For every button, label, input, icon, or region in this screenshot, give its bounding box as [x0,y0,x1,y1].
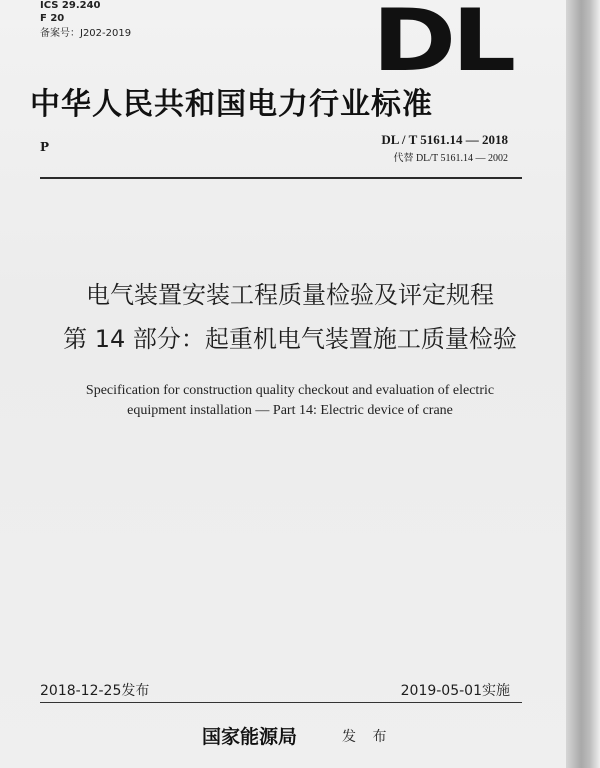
footer-divider [40,702,522,703]
dl-logo: DL [372,0,512,91]
filing-number: 备案号：J202-2019 [40,28,132,39]
document-title-line-1: 电气装置安装工程质量检验及评定规程 [86,281,494,309]
ics-code: ICS 29.240 [40,0,101,11]
issuing-authority: 国家能源局 [202,726,298,748]
classification-mark: P [40,140,50,154]
ccs-code: F 20 [40,13,65,24]
header-divider [40,177,522,179]
page-edge-shadow [566,0,600,768]
issue-date: 2018-12-25发布 [40,683,150,699]
document-title-line-2: 第 14 部分：起重机电气装置施工质量检验 [63,325,517,353]
standard-type-heading: 中华人民共和国电力行业标准 [30,87,433,122]
replaces-note: 代替 DL/T 5161.14 — 2002 [393,153,508,164]
publish-label: 发 布 [342,729,393,745]
english-title-line-2: equipment installation — Part 14: Electric device of crane [127,403,453,418]
implementation-date: 2019-05-01实施 [400,683,510,699]
standard-number: DL / T 5161.14 — 2018 [381,132,508,147]
english-title-line-1: Specification for construction quality checkout and evaluation of electric [85,383,495,398]
